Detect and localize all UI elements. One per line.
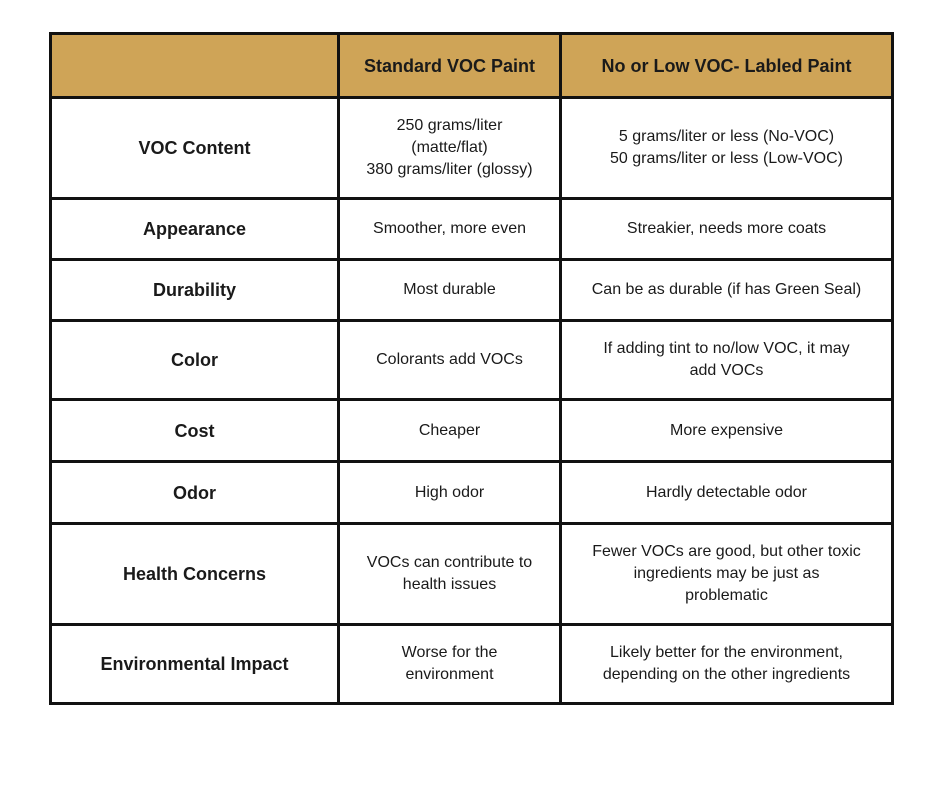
- cell-line: High odor: [414, 483, 485, 501]
- cell-line: add VOCs: [689, 362, 764, 379]
- standard-cell: [339, 524, 561, 625]
- cell-line: If adding tint to no/low VOC, it may: [603, 340, 850, 357]
- header-low-voc: No or Low VOC- Labled Paint: [561, 34, 893, 98]
- cell-line: Worse for the: [401, 644, 498, 661]
- cell-line: Colorants add VOCs: [376, 351, 523, 368]
- cell-line: Streakier, needs more coats: [626, 220, 827, 237]
- low-voc-cell: [561, 462, 893, 524]
- table-row: [51, 400, 893, 462]
- table-row: [51, 462, 893, 524]
- standard-cell: [339, 260, 561, 321]
- table-row: [51, 524, 893, 625]
- table-header-row: [51, 34, 893, 98]
- cell-line: Most durable: [403, 281, 496, 298]
- low-voc-cell: [561, 260, 893, 321]
- row-label: Color: [51, 321, 339, 400]
- row-label: Odor: [51, 462, 339, 524]
- low-voc-cell: [561, 400, 893, 462]
- cell-line: Likely better for the environment,: [609, 644, 843, 661]
- cell-line: More expensive: [670, 421, 783, 439]
- table-row: [51, 321, 893, 400]
- low-voc-cell: [561, 625, 893, 704]
- cell-line: problematic: [685, 587, 768, 604]
- cell-line: 250 grams/liter: [396, 117, 503, 134]
- row-label: Health Concerns: [51, 524, 339, 625]
- cell-line: 380 grams/liter (glossy): [366, 161, 533, 178]
- row-label: VOC Content: [51, 98, 339, 199]
- table-row: [51, 625, 893, 704]
- standard-cell: [339, 400, 561, 462]
- standard-cell: [339, 199, 561, 260]
- standard-cell: [339, 625, 561, 704]
- row-label: Cost: [51, 400, 339, 462]
- low-voc-cell: [561, 98, 893, 199]
- low-voc-cell: [561, 524, 893, 625]
- cell-line: health issues: [402, 576, 497, 593]
- paint-comparison-table: [49, 32, 894, 705]
- cell-line: environment: [405, 666, 494, 683]
- table-row: [51, 260, 893, 321]
- cell-line: Cheaper: [418, 421, 481, 439]
- table-row: [51, 98, 893, 199]
- cell-line: depending on the other ingredients: [602, 666, 851, 683]
- header-standard-voc: Standard VOC Paint: [339, 34, 561, 98]
- table-row: [51, 199, 893, 260]
- cell-line: (matte/flat): [411, 139, 488, 156]
- header-empty-cell: [51, 34, 339, 98]
- cell-line: ingredients may be just as: [633, 565, 820, 582]
- cell-line: Smoother, more even: [373, 220, 526, 237]
- cell-line: 5 grams/liter or less (No-VOC): [618, 128, 835, 145]
- standard-cell: [339, 321, 561, 400]
- cell-line: Hardly detectable odor: [646, 483, 807, 501]
- standard-cell: [339, 98, 561, 199]
- row-label: Appearance: [51, 199, 339, 260]
- row-label: Environmental Impact: [51, 625, 339, 704]
- cell-line: 50 grams/liter or less (Low-VOC): [610, 150, 843, 167]
- cell-line: Fewer VOCs are good, but other toxic: [592, 543, 861, 560]
- row-label: Durability: [51, 260, 339, 321]
- low-voc-cell: [561, 199, 893, 260]
- low-voc-cell: [561, 321, 893, 400]
- cell-line: Can be as durable (if has Green Seal): [591, 281, 862, 298]
- standard-cell: [339, 462, 561, 524]
- cell-line: VOCs can contribute to: [366, 554, 533, 571]
